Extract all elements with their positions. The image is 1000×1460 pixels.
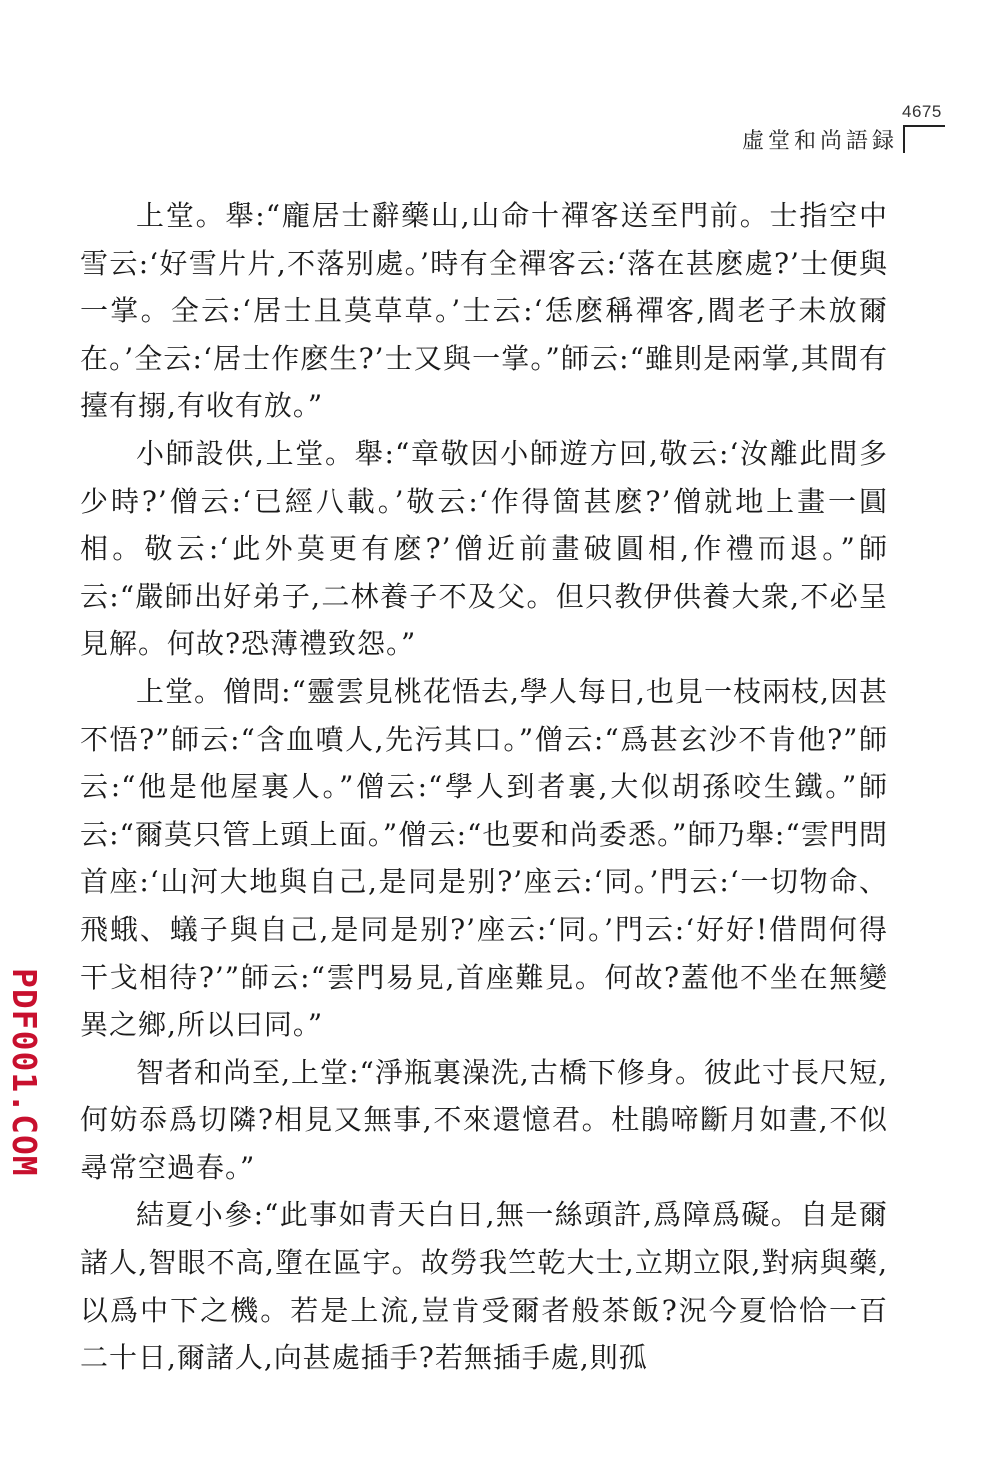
paragraph: 結夏小參:“此事如青天白日,無一絲頭許,爲障爲礙。自是爾諸人,智眼不高,墮在區宇。故勞我竺乾大士,立期立限,對病與藥,以爲中下之機。若是上流,豈肯受爾者般茶飯?況今夏恰恰一百二十日,爾諸人,向甚處插手?若無插手處,則孤 [80,1198,888,1375]
paragraph: 上堂。僧問:“靈雲見桃花悟去,學人每日,也見一枝兩枝,因甚不悟?”師云:“含血噴人,先污其口。”僧云:“爲甚玄沙不肯他?”師云:“他是他屋裏人。”僧云:“學人到者裏,大似胡孫咬生鐵。”師云:“爾莫只管上頭上面。”僧云:“也要和尚委悉。”師乃舉:“雲門問首座:‘山河大地與自己,是同是别?’座云:‘同。’門云:‘一切物命、飛蛾、蟻子與自己,是同是别?’座云:‘同。’門云:‘好好!借問何得干戈相待?’”師云:“雲門易見,首座難見。何故?蓋他不坐在無變異之鄉,所以曰同。” [80,674,888,1042]
page-number: 4675 [902,102,942,121]
watermark: PDF001.COM [5,968,44,1177]
body-text [80,192,888,1382]
paragraph: 智者和尚至,上堂:“淨瓶裏澡洗,古橋下修身。彼此寸長尺短,何妨忝爲切隣?相見又無事,不來還憶君。杜鵑啼斷月如晝,不似尋常空過春。” [80,1055,888,1184]
paragraph: 小師設供,上堂。舉:“章敬因小師遊方回,敬云:‘汝離此間多少時?’僧云:‘已經八載。’敬云:‘作得箇甚麽?’僧就地上畫一圓相。敬云:‘此外莫更有麽?’僧近前畫破圓相,作禮而退。”師云:“嚴師出好弟子,二林養子不及父。但只教伊供養大衆,不必呈見解。何故?恐薄禮致怨。” [80,436,888,661]
header-corner-mark [903,125,945,153]
paragraph: 上堂。舉:“龐居士辭藥山,山命十禪客送至門前。士指空中雪云:‘好雪片片,不落别處。’時有全禪客云:‘落在甚麽處?’士便與一掌。全云:‘居士且莫草草。’士云:‘恁麽稱禪客,閻老子未放爾在。’全云:‘居士作麽生?’士又與一掌。”師云:“雖則是兩掌,其間有擡有搦,有收有放。” [80,199,888,423]
running-header: 虛堂和尚語録 [742,129,899,154]
